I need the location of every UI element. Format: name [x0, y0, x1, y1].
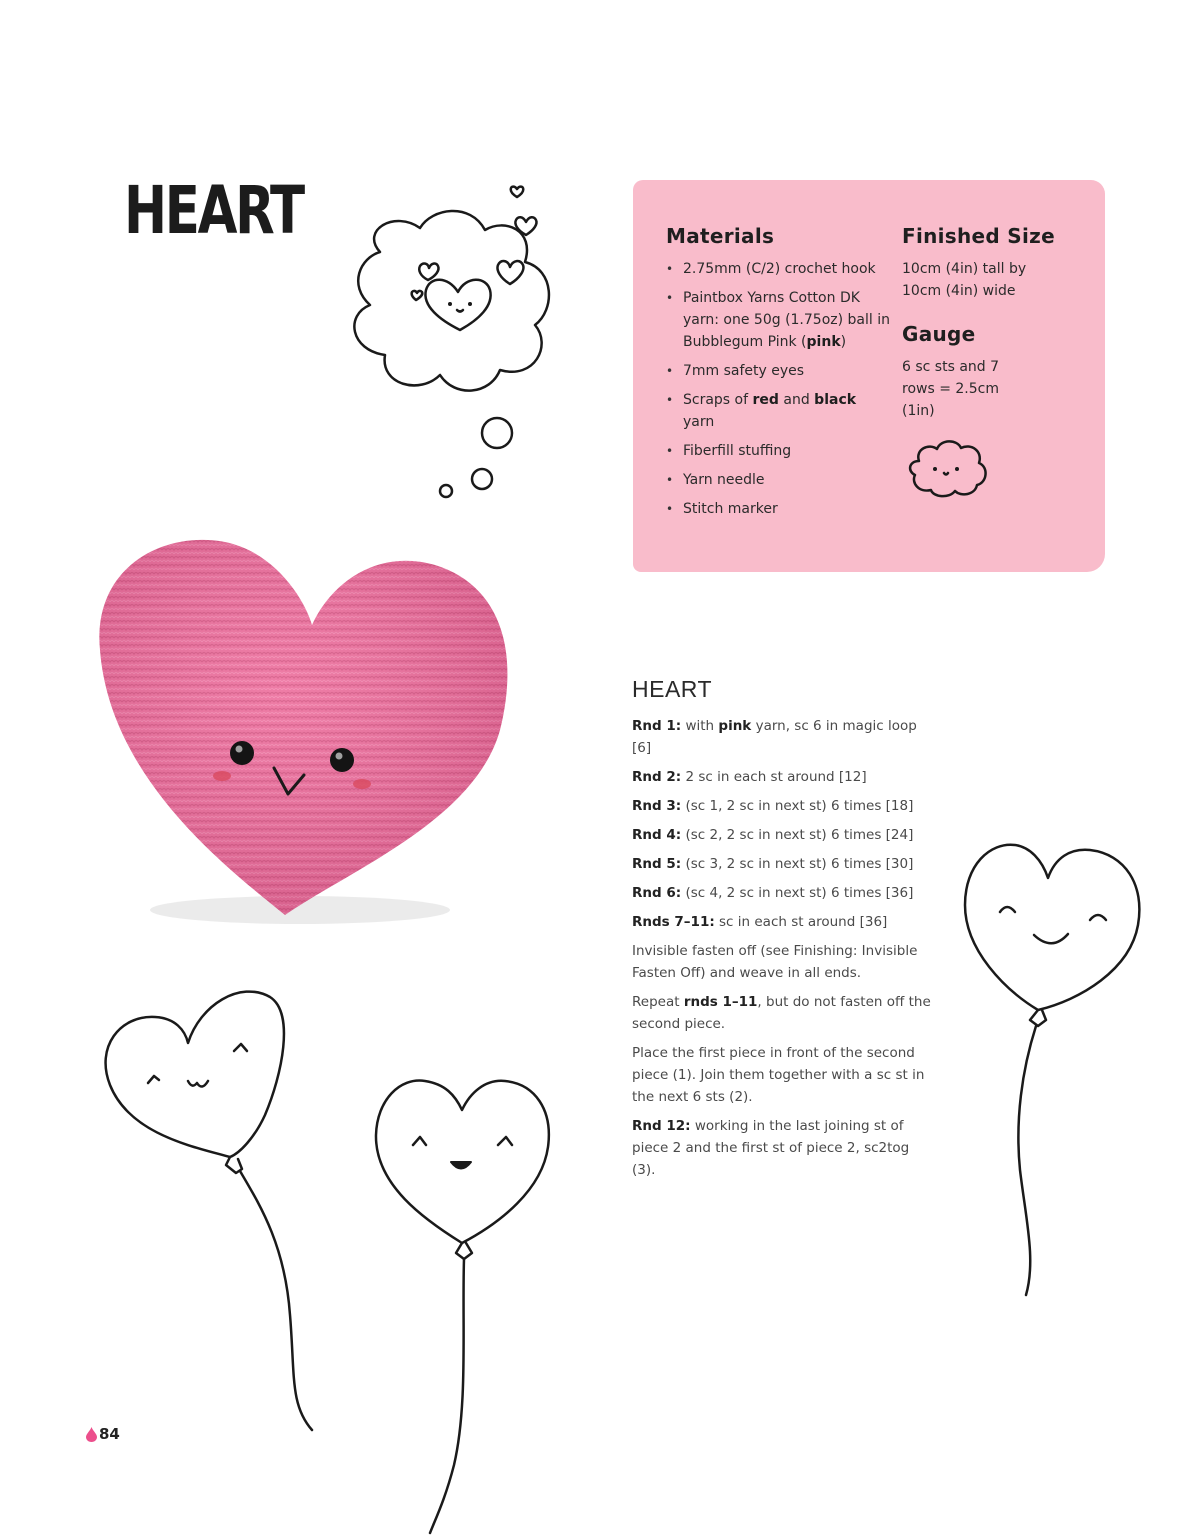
text-run: yarn — [683, 414, 715, 430]
finished-size-text: 10cm (4in) tall by 10cm (4in) wide — [902, 261, 1027, 299]
gauge-heading: Gauge — [902, 322, 976, 346]
materials-item — [666, 360, 891, 382]
heart-balloon-middle-icon — [370, 1075, 560, 1535]
materials-column — [666, 224, 891, 527]
text-run: Fiberfill stuffing — [683, 443, 792, 459]
text-run: (sc 2, 2 sc in next st) 6 times [24] — [681, 827, 914, 843]
bold-text: Rnd 3: — [632, 798, 682, 814]
text-run: 2.75mm (C/2) crochet hook — [683, 261, 876, 277]
bold-text: black — [814, 392, 857, 408]
smiling-cloud-icon — [905, 435, 989, 501]
materials-item — [666, 440, 891, 462]
bold-text: Rnd 5: — [632, 856, 682, 872]
text-run: working in the last joining st of piece 2 and the first st of piece 2, sc2tog (3). — [632, 1118, 910, 1178]
page-title: HEART — [124, 172, 303, 249]
pattern-heading: HEART — [632, 676, 713, 702]
materials-item — [666, 389, 891, 433]
bold-text: Rnd 12: — [632, 1118, 691, 1134]
page-number-text: 84 — [99, 1425, 120, 1443]
pattern-row — [632, 940, 932, 984]
text-run: 7mm safety eyes — [683, 363, 805, 379]
pattern-row — [632, 715, 932, 759]
text-run: yarn, sc 6 in magic loop [6] — [632, 718, 917, 756]
materials-heading: Materials — [666, 224, 775, 248]
text-run: 2 sc in each st around [12] — [681, 769, 867, 785]
text-run: with — [681, 718, 719, 734]
pattern-row — [632, 991, 932, 1035]
text-run: (sc 1, 2 sc in next st) 6 times [18] — [681, 798, 914, 814]
pattern-row — [632, 853, 932, 875]
text-run: Place the first piece in front of the second piece (1). Join them together with a sc st in the next 6 sts (2). — [632, 1045, 925, 1105]
pattern-section — [632, 676, 932, 1188]
heart-balloon-left-icon — [100, 985, 330, 1435]
materials-item — [666, 287, 891, 353]
bold-text: pink — [806, 334, 841, 350]
pattern-row — [632, 911, 932, 933]
size-gauge-column — [902, 224, 1092, 422]
materials-item — [666, 469, 891, 491]
text-run: Stitch marker — [683, 501, 778, 517]
bold-text: Rnd 2: — [632, 769, 682, 785]
text-run: (sc 3, 2 sc in next st) 6 times [30] — [681, 856, 914, 872]
pattern-row — [632, 1042, 932, 1108]
text-run: sc in each st around [36] — [714, 914, 888, 930]
materials-item — [666, 258, 891, 280]
text-run: (sc 4, 2 sc in next st) 6 times [36] — [681, 885, 914, 901]
materials-list — [666, 258, 891, 520]
text-run: Yarn needle — [683, 472, 765, 488]
bold-text: Rnd 6: — [632, 885, 682, 901]
pattern-row — [632, 882, 932, 904]
page-number — [86, 1425, 120, 1443]
bold-text: Rnd 1: — [632, 718, 682, 734]
pattern-row — [632, 1115, 932, 1181]
text-run: ) — [840, 334, 847, 350]
thought-cloud-icon — [340, 180, 580, 500]
text-run: , but do not fasten off the second piece. — [632, 994, 931, 1032]
pattern-rows — [632, 715, 932, 1181]
bold-text: red — [752, 392, 779, 408]
text-run: and — [778, 392, 815, 408]
pattern-row — [632, 824, 932, 846]
bold-text: Rnds 7–11: — [632, 914, 715, 930]
text-run: Paintbox Yarns Cotton DK yarn: one 50g (1.75oz) ball in Bubblegum Pink ( — [683, 290, 890, 350]
text-run: Scraps of — [683, 392, 753, 408]
bold-text: rnds 1–11 — [683, 994, 758, 1010]
finished-size-heading: Finished Size — [902, 224, 1055, 248]
text-run: Repeat — [632, 994, 684, 1010]
pattern-row — [632, 795, 932, 817]
heart-balloon-right-icon — [960, 840, 1150, 1300]
bold-text: pink — [718, 718, 752, 734]
pattern-row — [632, 766, 932, 788]
crochet-heart-photo — [90, 530, 520, 930]
pink-drop-icon — [86, 1427, 97, 1442]
materials-box — [633, 180, 1105, 572]
materials-item — [666, 498, 891, 520]
bold-text: Rnd 4: — [632, 827, 682, 843]
text-run: Invisible fasten off (see Finishing: Invisible Fasten Off) and weave in all ends. — [632, 943, 918, 981]
gauge-text: 6 sc sts and 7 rows = 2.5cm (1in) — [902, 359, 1000, 419]
